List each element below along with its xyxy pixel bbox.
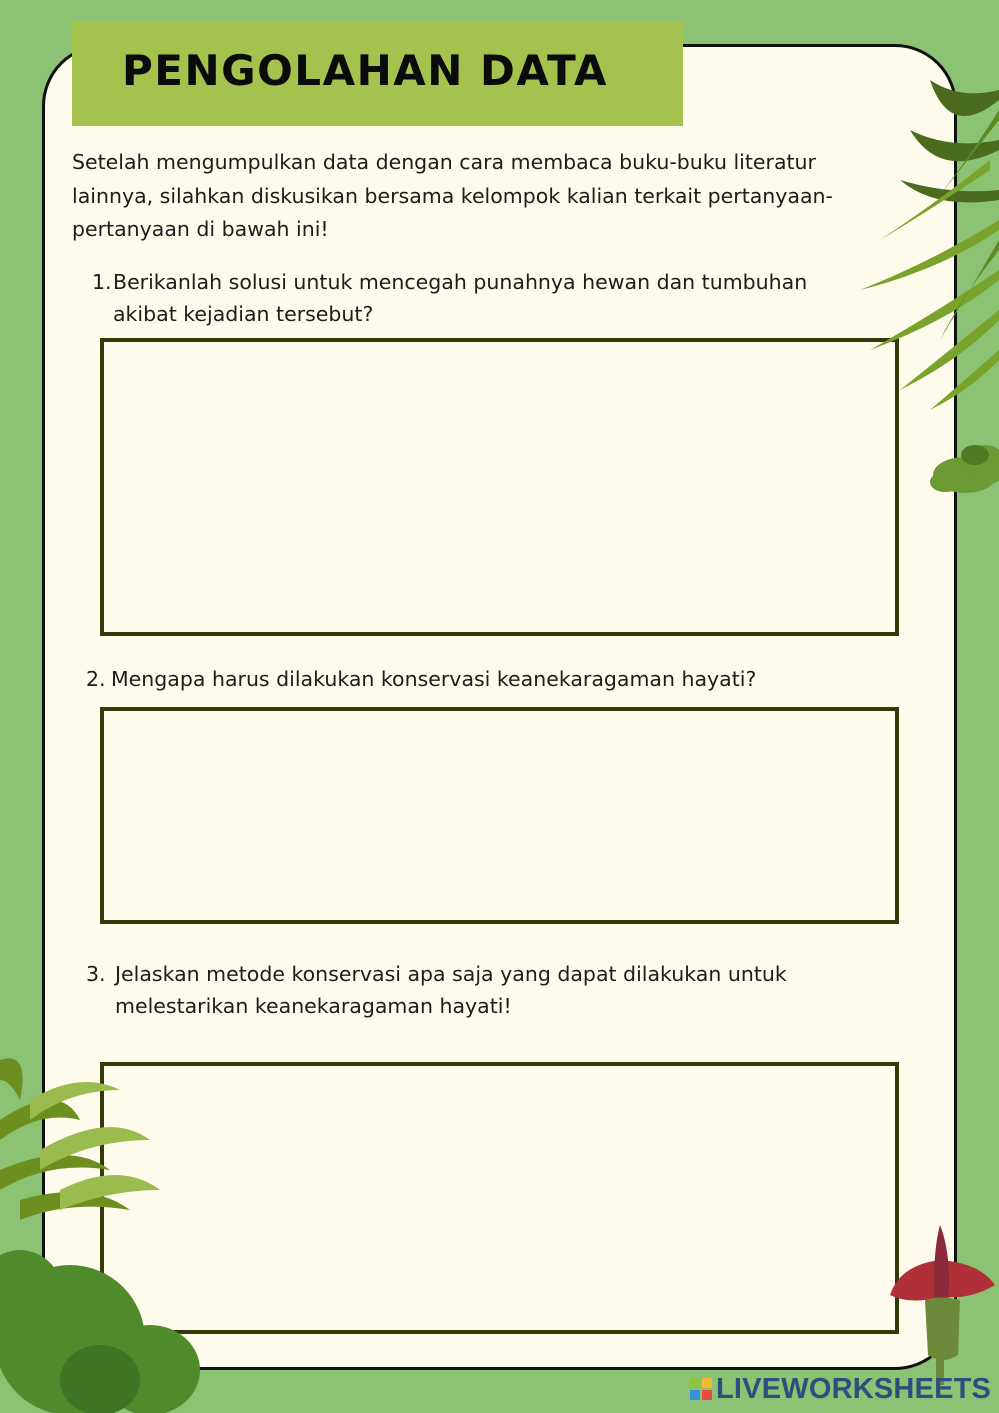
answer-box-2[interactable]: [100, 707, 899, 924]
answer-box-3[interactable]: [100, 1062, 899, 1334]
question-3-text: Jelaskan metode konservasi apa saja yang dapat dilakukan untuk melestarikan keanekaragaman hayati!: [115, 962, 787, 1018]
question-2: [86, 663, 846, 695]
question-3: [86, 958, 826, 1022]
liveworksheets-mark-icon: [690, 1378, 712, 1400]
question-1-number: 1.: [92, 270, 112, 294]
intro-paragraph: Setelah mengumpulkan data dengan cara membaca buku-buku literatur lainnya, silahkan diskusikan bersama kelompok kalian terkait pertanyaan-pertanyaan di bawah ini!: [72, 150, 833, 241]
question-2-number: 2.: [86, 667, 106, 691]
page-title: PENGOLAHAN DATA: [122, 46, 608, 95]
rafflesia-flower-icon: [880, 1225, 999, 1385]
question-3-number: 3.: [86, 962, 106, 986]
question-1: [92, 266, 852, 330]
bush-leaves-bottom-left-icon: [0, 1040, 200, 1413]
answer-box-1[interactable]: [100, 338, 899, 636]
question-1-text: Berikanlah solusi untuk mencegah punahnya hewan dan tumbuhan akibat kejadian tersebut?: [113, 270, 808, 326]
liveworksheets-logo: [690, 1372, 991, 1406]
fern-leaves-top-right-icon: [840, 60, 999, 500]
question-2-text: Mengapa harus dilakukan konservasi keanekaragaman hayati?: [111, 667, 757, 691]
brand-name: LIVEWORKSHEETS: [716, 1372, 992, 1405]
